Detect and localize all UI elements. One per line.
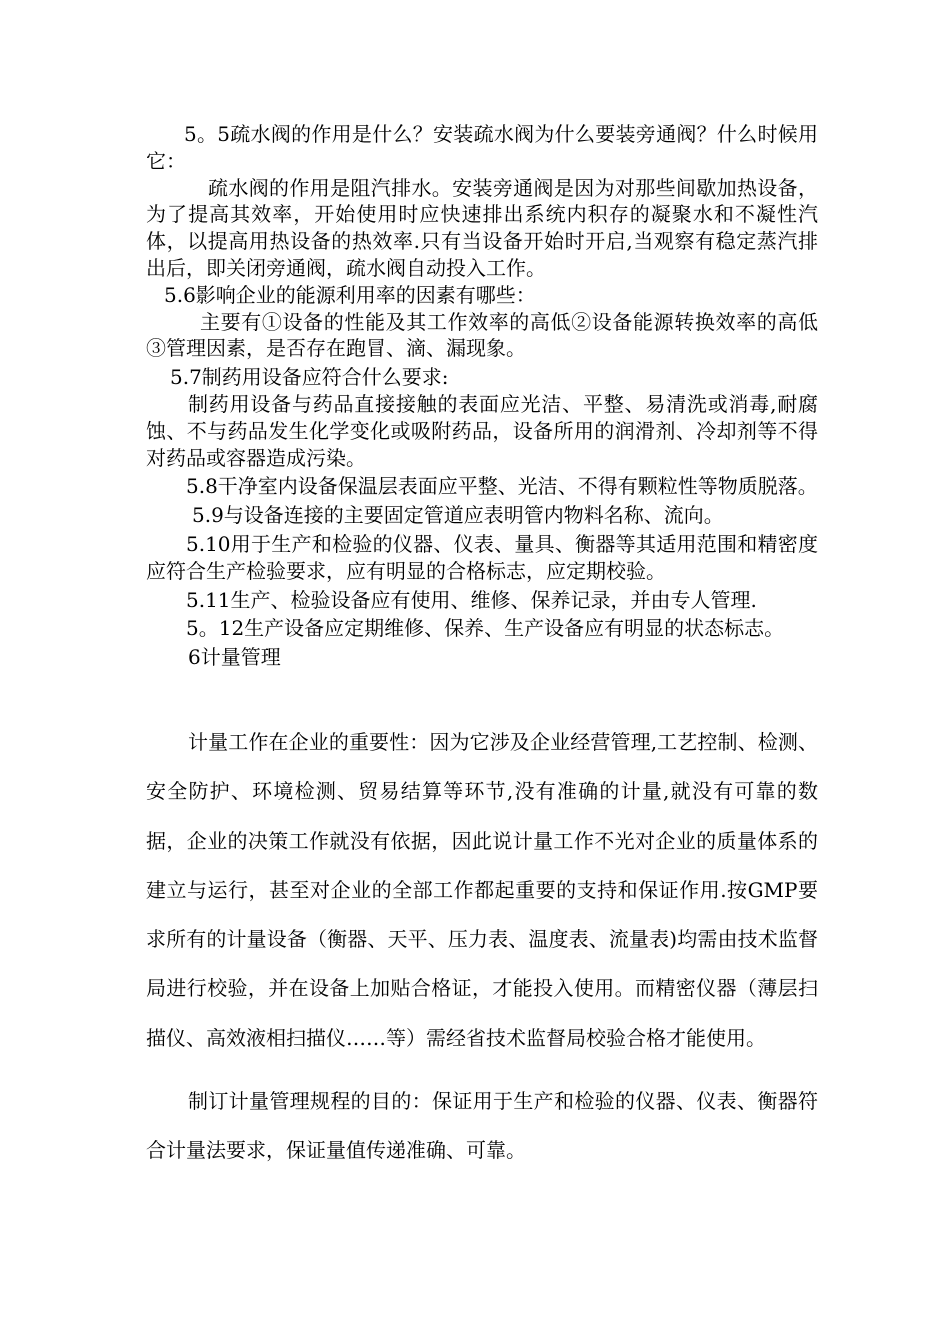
section-heading-6: 6计量管理 bbox=[188, 645, 281, 670]
measurement-purpose-paragraph: 制订计量管理规程的目的：保证用于生产和检验的仪器、仪表、衡器符合计量法要求，保证量值传递准确、可靠。 bbox=[146, 1089, 818, 1163]
question-5-6: 5.6影响企业的能源利用率的因素有哪些： bbox=[164, 282, 536, 307]
item-5-12: 5。12生产设备应定期维修、保养、生产设备应有明显的状态标志。 bbox=[186, 616, 785, 641]
question-5-7: 5.7制药用设备应符合什么要求: bbox=[170, 365, 449, 390]
item-5-11: 5.11生产、检验设备应有使用、维修、保养记录，并由专人管理. bbox=[186, 587, 757, 612]
spaced-section bbox=[146, 718, 818, 1176]
dense-section bbox=[146, 121, 818, 671]
answer-5-7: 制药用设备与药品直接接触的表面应光洁、平整、易清洗或消毒,耐腐蚀、不与药品发生化学变化或吸附药品，设备所用的润滑剂、冷却剂等不得对药品或容器造成污染。 bbox=[146, 391, 818, 470]
item-5-8: 5.8干净室内设备保温层表面应平整、光洁、不得有颗粒性等物质脱落。 bbox=[186, 474, 818, 499]
item-5-9: 5.9与设备连接的主要固定管道应表明管内物料名称、流向。 bbox=[192, 503, 724, 528]
question-5-5: 5。5疏水阀的作用是什么？安装疏水阀为什么要装旁通阀？什么时候用它： bbox=[146, 122, 818, 173]
item-5-10: 5.10用于生产和检验的仪器、仪表、量具、衡器等其适用范围和精密度应符合生产检验要求，应有明显的合格标志，应定期校验。 bbox=[146, 531, 818, 583]
answer-5-6: 主要有①设备的性能及其工作效率的高低②设备能源转换效率的高低③管理因素，是否存在跑冒、滴、漏现象。 bbox=[146, 309, 818, 361]
measurement-importance-paragraph: 计量工作在企业的重要性：因为它涉及企业经营管理,工艺控制、检测、安全防护、环境检测、贸易结算等环节,没有准确的计量,就没有可靠的数据，企业的决策工作就没有依据，因此说计量工作不光对企业的质量体系的建立与运行，甚至对企业的全部工作都起重要的支持和保证作用.按GMP要求所有的计量设备（衡器、天平、压力表、温度表、流量表)均需由技术监督局进行校验，并在设备上加贴合格证，才能投入使用。而精密仪器（薄层扫描仪、高效液相扫描仪……等）需经省技术监督局校验合格才能使用。 bbox=[146, 730, 818, 1050]
answer-5-5: 疏水阀的作用是阻汽排水。安装旁通阀是因为对那些间歇加热设备，为了提高其效率，开始使用时应快速排出系统内积存的凝聚水和不凝性汽体，以提高用热设备的热效率.只有当设备开始时开启,当观察有稳定蒸汽排出后，即关闭旁通阀，疏水阀自动投入工作。 bbox=[146, 175, 818, 280]
